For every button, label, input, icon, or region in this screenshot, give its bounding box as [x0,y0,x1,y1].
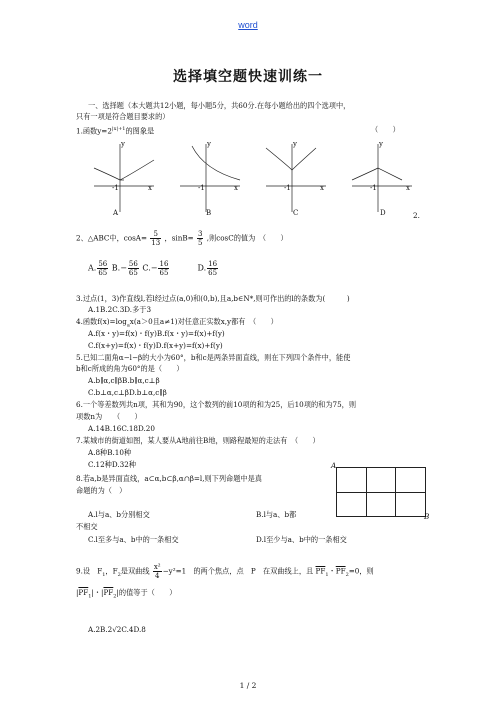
q4-options-ab: A.f(x・y)=f(x)・f(y)B.f(x・y)=f(x)+f(y) [88,329,225,338]
question-7: 7.某城市的街道如图，某人要从A地前往B地，则路程最短的走法有 （ ） [76,436,320,445]
section-intro: 一、选择题（本大题共12小题，每小题5分，共60分.在每小题给出的四个选项中， [88,101,351,110]
graph-label-c: C [293,209,299,217]
question-5-cont: b和c所成的角为60°的是（ ） [76,364,184,373]
graph-label-b: B [206,209,212,217]
q5-options-ab: A.b∥α,c∥βB.b∥α,c⊥β [88,376,160,385]
q1-trailing: 2. [413,211,420,220]
question-8: 8.若a,b是异面直线，a⊂α,b⊂β,α∩β=l,则下列命题中是真 [76,474,262,483]
graph-c [266,144,326,212]
q2-options: A. $\frac{56}{65}$ B.− $\frac{56}{65}$ C.− $\frac{16}{65}$ D. $\frac{16}{65}$ [88,260,218,277]
question-1: 1.函数$y=2^{|x|+1}$的图象是 [76,126,155,136]
q8-option-b-cont: 不相交 [76,522,98,531]
q1-answer-paren: （ ） [371,125,400,134]
tick-neg1-d: -1 [370,184,377,192]
header-link[interactable]: word [238,20,258,30]
question-5: 5.已知二面角α−l−β的大小为60°，b和c是两条异面直线，则在下列四个条件中，能使 [76,353,351,362]
page-number: 1 / 2 [239,681,257,690]
q4-options-cd: C.f(x+y)=f(x)・f(y)D.f(x+y)=f(x)+f(y) [88,341,223,350]
page-title: 选择填空题快速训练一 [173,69,323,85]
question-8-cont: 命题的为（ ） [76,486,127,495]
q3-options: A.1B.2C.3D.多于3 [88,305,152,314]
axis-x-d: x [406,184,410,192]
q5-options-cd: C.b⊥α,c⊥βD.b⊥α,c∥β [88,388,167,397]
axis-y-a: y [121,140,125,148]
axis-x-a: x [148,184,152,192]
q8-option-c: C.l至多与a、b中的一条相交 [88,535,179,544]
q6-options: A.14B.16C.18D.20 [88,424,155,433]
graph-label-d: D [380,209,386,217]
question-2: 2、△ABC中，cosA= $\frac{5}{13}$ ，sinB= $\frac{3}{5}$ ,则cosC的值为 （ ） [76,230,288,247]
question-3: 3.过点(1，3)作直线l,若l经过点(a,0)和(0,b),且a,b∈N*,则可作出的l的条数为( ) [76,294,350,303]
tick-neg1-b: -1 [198,184,205,192]
q7-label-a: A [331,461,337,470]
q7-options-ab: A.8种B.10种 [88,448,132,457]
question-4: 4.函数$f(x)=\log_ax(a>0$且a≠1)对任意正实数x,y都有 （ ） [76,317,278,329]
axis-y-d: y [379,140,383,148]
tick-neg1-c: -1 [284,184,291,192]
axis-y-b: y [207,140,211,148]
q8-option-b: B.l与a、b都 [256,510,297,519]
q8-option-a: A.l与a、b分别相交 [88,510,150,519]
graph-b [180,144,240,212]
tick-neg1-a: -1 [112,184,119,192]
axis-x-b: x [234,184,238,192]
question-6-cont: 项数n为 （ ） [76,412,142,421]
graph-a [94,144,154,212]
q9-options: A.2B.2√2C.4D.8 [88,625,146,634]
question-6: 6.一个等差数列共n项，其和为90，这个数列的前10项的和为25，后10项的和为75，则 [76,400,357,409]
graph-d [352,144,412,212]
q7-options-cd: C.12种D.32种 [88,460,136,469]
q7-street-grid [336,467,426,517]
axis-y-c: y [293,140,297,148]
q7-label-b: B [424,512,430,521]
graph-label-a: A [113,209,119,217]
section-intro-cont: 只有一项是符合题目要求的） [76,112,170,121]
question-9: 9.设 $F_1$，$F_2$是双曲线 $\frac{\text{x²}}{4}$ −y²=1 的两个焦点，点 P 在双曲线上，且 $\overline{PF}_1$・$\overline{PF}_2=0$，则 [76,563,374,580]
q1-graphs [90,140,420,220]
axis-x-c: x [320,184,324,192]
question-9-cont: $|\overline{PF}_1|$・$|\overline{PF}_2|$的值等于（ ） [76,588,177,600]
q8-option-d: D.l至少与a、b中的一条相交 [256,535,347,544]
